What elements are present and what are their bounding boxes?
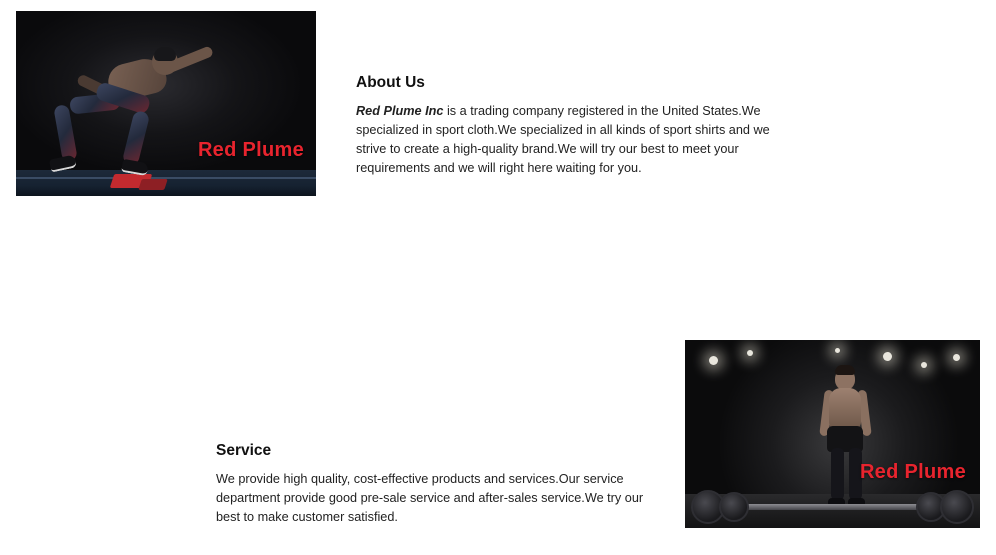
spotlight-icon xyxy=(921,362,927,368)
about-us-text-column xyxy=(356,74,796,178)
barbell-plate xyxy=(719,492,749,522)
spotlight-icon xyxy=(835,348,840,353)
sprinter-photo-scene xyxy=(16,11,316,196)
service-paragraph: We provide high quality, cost-effective products and services.Our service department provide good pre-sale service and after-sales service.We try our best to make customer satisfied. xyxy=(216,472,644,524)
barbell-plate xyxy=(940,490,974,524)
lifter-head xyxy=(835,368,855,390)
about-us-paragraph xyxy=(356,102,796,178)
weightlifter-figure xyxy=(811,368,881,508)
about-us-body-text: is a trading company registered in the United States.We specialized in sport cloth.We specialized in all kinds of sport shirts and we strive to create a high-quality brand.We will try our best to meet your requirements and we will right here waiting for you. xyxy=(356,104,770,175)
spotlight-icon xyxy=(747,350,753,356)
sprinter-front-shoe xyxy=(121,159,149,176)
sprinter-head xyxy=(152,49,178,75)
lifter-torso xyxy=(829,388,861,430)
sprinter-front-shin xyxy=(122,110,151,166)
about-image-watermark: Red Plume xyxy=(197,139,304,161)
lifter-left-leg xyxy=(831,448,844,500)
about-us-section xyxy=(0,0,996,200)
service-section xyxy=(0,340,996,530)
service-image-watermark: Red Plume xyxy=(859,461,966,483)
about-us-heading: About Us xyxy=(356,74,425,91)
spotlight-icon xyxy=(953,354,960,361)
spotlight-icon xyxy=(709,356,718,365)
service-heading: Service xyxy=(216,442,272,459)
sprinter-figure xyxy=(56,39,208,189)
sprinter-photo xyxy=(16,11,316,196)
service-text-column xyxy=(216,442,656,527)
spotlight-icon xyxy=(883,352,892,361)
sprinter-back-shoe xyxy=(49,154,77,172)
company-name-emphasis: Red Plume Inc xyxy=(356,104,444,118)
weightlifter-photo-scene xyxy=(685,340,980,528)
weightlifter-photo xyxy=(685,340,980,528)
